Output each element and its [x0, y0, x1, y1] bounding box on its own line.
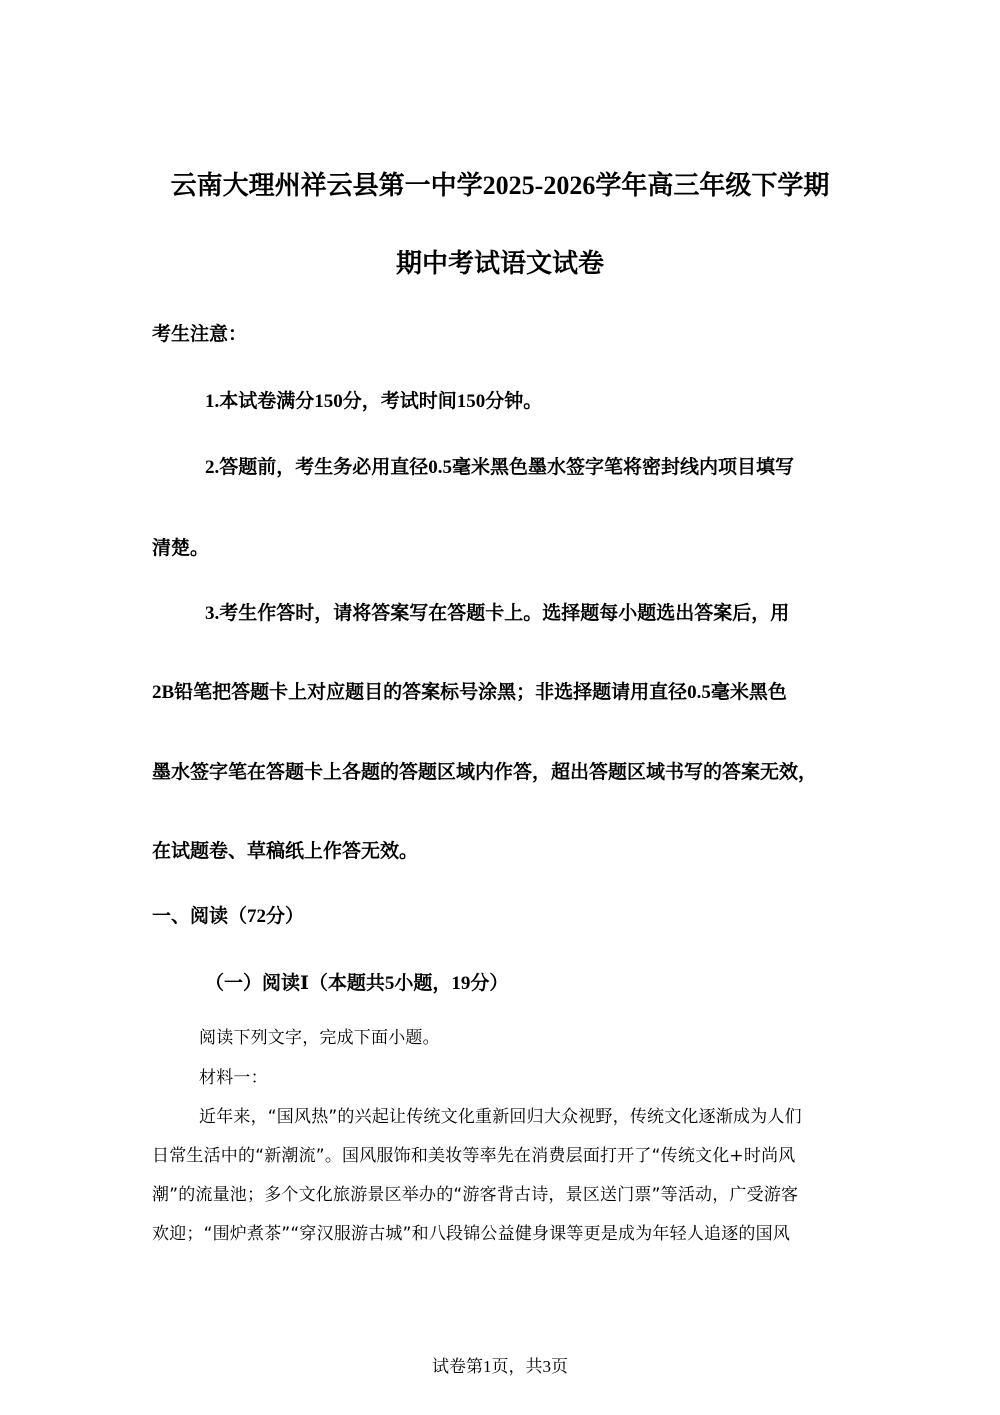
- section-heading-reading: 一、阅读（72分）: [152, 906, 305, 927]
- subsection-heading-reading-1: （一）阅读Ⅰ（本题共5小题，19分）: [205, 973, 509, 994]
- material-label: 材料一：: [199, 1068, 268, 1088]
- exam-title-line-1: 云南大理州祥云县第一中学2025-2026学年高三年级下学期: [170, 171, 830, 200]
- notice-item-1: 1.本试卷满分150分，考试时间150分钟。: [205, 391, 543, 412]
- notice-item-2-line-2: 清楚。: [152, 538, 210, 559]
- exam-title-line-2: 期中考试语文试卷: [395, 249, 604, 278]
- reading-instruction: 阅读下列文字，完成下面小题。: [199, 1028, 440, 1048]
- notice-item-3-line-1: 3.考生作答时，请将答案写在答题卡上。选择题每小题选出答案后，用: [205, 603, 790, 624]
- paragraph-line: 欢迎；“围炉煮茶”“穿汉服游古城”和八段锦公益健身课等更是成为年轻人追逐的国风: [152, 1224, 791, 1244]
- paragraph-line: 潮”的流量池；多个文化旅游景区举办的“游客背古诗，景区送门票”等活动，广受游客: [152, 1185, 799, 1205]
- notice-item-3-line-2: 2B铅笔把答题卡上对应题目的答案标号涂黑；非选择题请用直径0.5毫米黑色: [152, 682, 787, 703]
- paragraph-line: 近年来，“国风热”的兴起让传统文化重新回归大众视野，传统文化逐渐成为人们: [199, 1107, 802, 1127]
- notice-item-3-line-3: 墨水签字笔在答题卡上各题的答题区域内作答，超出答题区域书写的答案无效，: [152, 762, 818, 783]
- notice-item-2-line-1: 2.答题前，考生务必用直径0.5毫米黑色墨水签字笔将密封线内项目填写: [205, 457, 795, 478]
- page-footer: 试卷第1页，共3页: [432, 1357, 568, 1376]
- notice-heading: 考生注意：: [152, 324, 248, 345]
- paragraph-line: 日常生活中的“新潮流”。国风服饰和美妆等率先在消费层面打开了“传统文化+时尚风: [152, 1146, 796, 1166]
- notice-item-3-line-4: 在试题卷、草稿纸上作答无效。: [152, 841, 419, 862]
